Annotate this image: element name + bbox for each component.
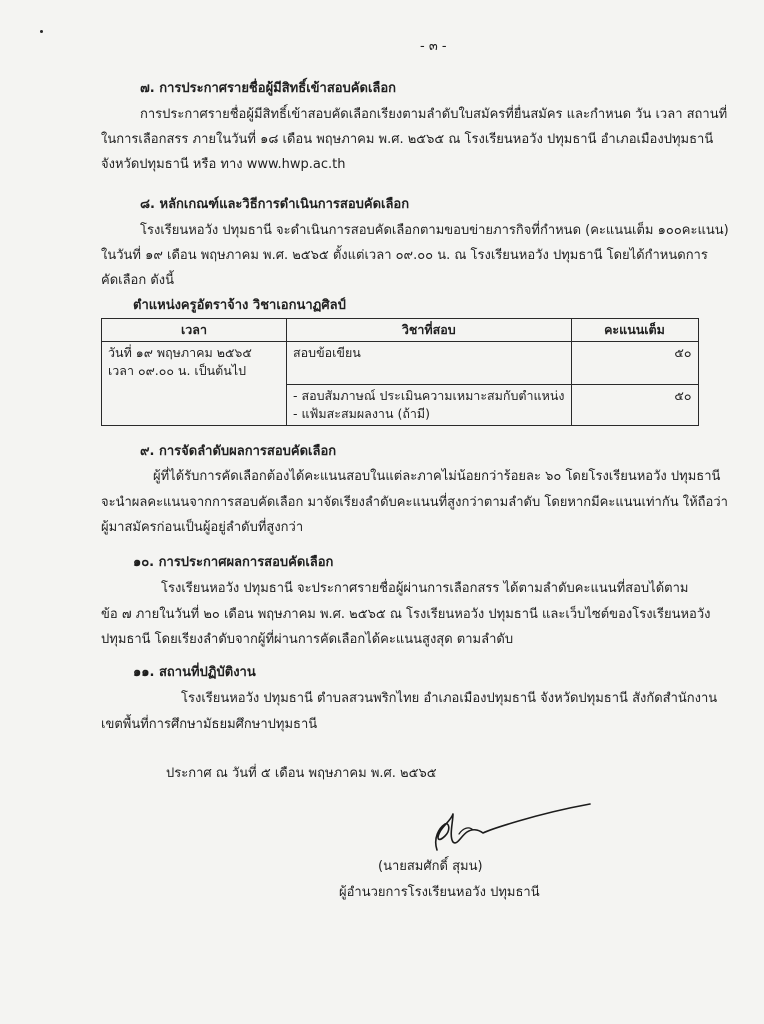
position-title: ตำแหน่งครูอัตราจ้าง วิชาเอกนาฏศิลป์: [133, 298, 346, 313]
header-score: คะแนนเต็ม: [571, 319, 698, 342]
signer-position: ผู้อำนวยการโรงเรียนหอวัง ปทุมธานี: [339, 885, 540, 900]
section-7-heading: ๗. การประกาศรายชื่อผู้มีสิทธิ์เข้าสอบคัดเลือก: [140, 81, 397, 96]
section-7-line: การประกาศรายชื่อผู้มีสิทธิ์เข้าสอบคัดเลือกเรียงตามลำดับใบสมัครที่ยื่นสมัคร และกำหนด วัน เวลา สถานที่: [140, 107, 728, 122]
signature-image: [415, 800, 605, 860]
section-7-line: ในการเลือกสรร ภายในวันที่ ๑๘ เดือน พฤษภาคม พ.ศ. ๒๕๖๕ ณ โรงเรียนหอวัง ปทุมธานี อำเภอเมืองปทุมธานี: [101, 132, 714, 147]
time-date: วันที่ ๑๙ พฤษภาคม ๒๕๖๕: [108, 345, 252, 360]
section-11-line: โรงเรียนหอวัง ปทุมธานี ตำบลสวนพริกไทย อำเภอเมืองปทุมธานี จังหวัดปทุมธานี สังกัดสำนักงาน: [181, 691, 718, 706]
score-written: ๕๐: [571, 342, 698, 385]
subject-interview-cell: [287, 385, 572, 426]
section-9-line: จะนำผลคะแนนจากการสอบคัดเลือก มาจัดเรียงลำดับคะแนนที่สูงกว่าตามลำดับ โดยหากมีคะแนนเท่ากัน ให้ถือว่า: [101, 495, 728, 510]
section-11-heading: ๑๑. สถานที่ปฏิบัติงาน: [133, 665, 256, 680]
section-9-line: ผู้มาสมัครก่อนเป็นผู้อยู่ลำดับที่สูงกว่า: [101, 520, 304, 535]
score-interview: ๕๐: [571, 385, 698, 426]
section-10-line: ปทุมธานี โดยเรียงลำดับจากผู้ที่ผ่านการคัดเลือกได้คะแนนสูงสุด ตามลำดับ: [101, 632, 514, 647]
signer-name: (นายสมศักดิ์ สุมน): [378, 859, 483, 874]
time-start: เวลา ๐๙.๐๐ น. เป็นต้นไป: [108, 363, 247, 378]
exam-schedule-table: [101, 318, 699, 426]
table-header-row: [102, 319, 699, 342]
header-subject: วิชาที่สอบ: [287, 319, 572, 342]
scan-speck: [40, 30, 43, 33]
section-8-line: ในวันที่ ๑๙ เดือน พฤษภาคม พ.ศ. ๒๕๖๕ ตั้งแต่เวลา ๐๙.๐๐ น. ณ โรงเรียนหอวัง ปทุมธานี โดยได้กำหนดการ: [101, 248, 708, 263]
announcement-date: ประกาศ ณ วันที่ ๕ เดือน พฤษภาคม พ.ศ. ๒๕๖๕: [166, 766, 437, 781]
section-7-line: จังหวัดปทุมธานี หรือ ทาง www.hwp.ac.th: [101, 157, 346, 172]
header-time: เวลา: [102, 319, 287, 342]
subject-interview: - สอบสัมภาษณ์ ประเมินความเหมาะสมกับตำแหน่ง: [293, 388, 565, 403]
section-9-heading: ๙. การจัดลำดับผลการสอบคัดเลือก: [140, 444, 337, 459]
section-8-heading: ๘. หลักเกณฑ์และวิธีการดำเนินการสอบคัดเลือก: [140, 197, 410, 212]
section-9-line: ผู้ที่ได้รับการคัดเลือกต้องได้คะแนนสอบในแต่ละภาคไม่น้อยกว่าร้อยละ ๖๐ โดยโรงเรียนหอวัง ปทุมธานี: [153, 469, 721, 484]
section-10-heading: ๑๐. การประกาศผลการสอบคัดเลือก: [133, 555, 334, 570]
subject-portfolio: - แฟ้มสะสมผลงาน (ถ้ามี): [293, 406, 431, 421]
section-10-line: โรงเรียนหอวัง ปทุมธานี จะประกาศรายชื่อผู้ผ่านการเลือกสรร ได้ตามลำดับคะแนนที่สอบได้ตาม: [161, 581, 689, 596]
section-8-line: โรงเรียนหอวัง ปทุมธานี จะดำเนินการสอบคัดเลือกตามขอบข่ายภารกิจที่กำหนด (คะแนนเต็ม ๑๐๐คะแนน): [140, 223, 729, 238]
page-number: - ๓ -: [420, 39, 447, 54]
section-10-line: ข้อ ๗ ภายในวันที่ ๒๐ เดือน พฤษภาคม พ.ศ. ๒๕๖๕ ณ โรงเรียนหอวัง ปทุมธานี และเว็บไซต์ของโรงเรียนหอวัง: [101, 607, 711, 622]
subject-written: สอบข้อเขียน: [287, 342, 572, 385]
time-cell: [102, 342, 287, 426]
table-row: [102, 342, 699, 385]
section-11-line: เขตพื้นที่การศึกษามัธยมศึกษาปทุมธานี: [101, 717, 318, 732]
section-8-line: คัดเลือก ดังนี้: [101, 273, 175, 288]
